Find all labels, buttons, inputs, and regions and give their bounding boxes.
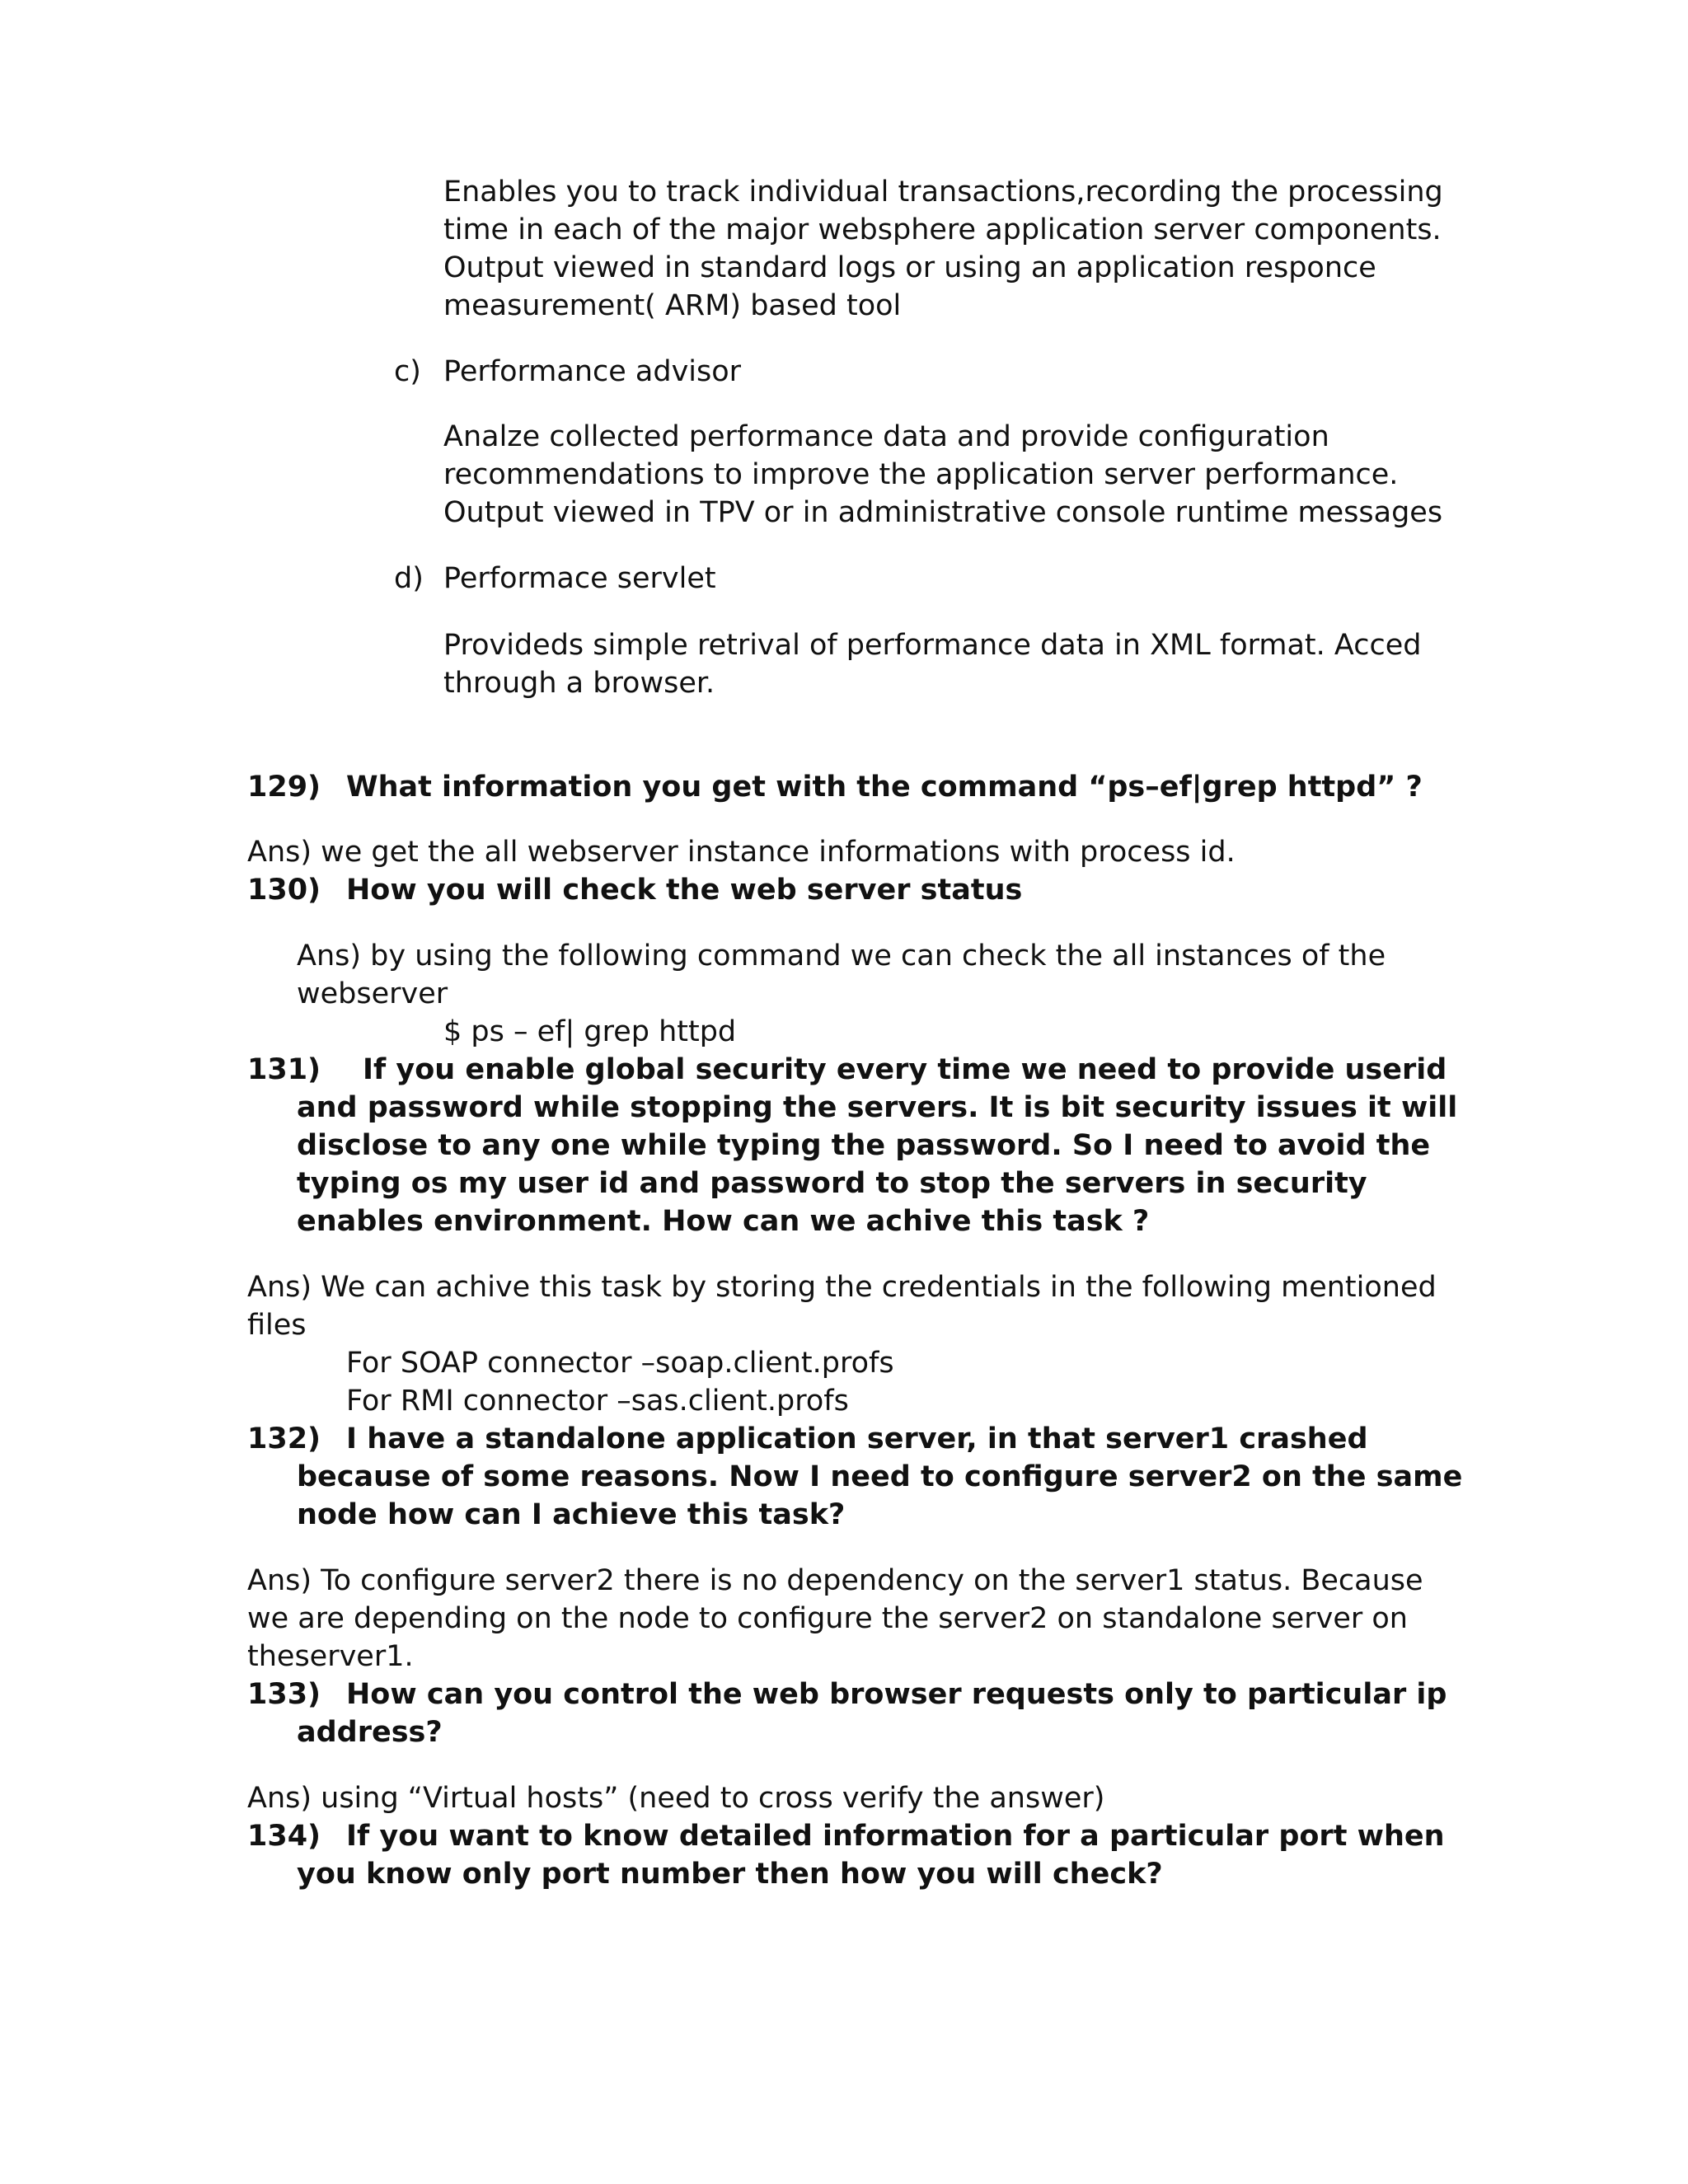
question-130 — [247, 871, 1022, 909]
question-131-line: enables environment. How can we achive this task ? — [297, 1205, 1150, 1238]
section-d-marker: d) — [394, 562, 424, 595]
section-c-marker: c) — [394, 355, 421, 388]
section-d-desc-line: Provideds simple retrival of performance data in XML format. Acced — [443, 629, 1422, 662]
answer-132-line: Ans) To configure server2 there is no dependency on the server1 status. Because — [247, 1564, 1423, 1597]
question-number: 130) — [247, 874, 321, 907]
question-number: 132) — [247, 1422, 321, 1455]
answer-132-line: we are depending on the node to configure the server2 on standalone server on — [247, 1602, 1408, 1635]
question-133-line: address? — [297, 1716, 443, 1749]
question-131-line: and password while stopping the servers. It is bit security issues it will — [297, 1091, 1458, 1124]
section-d-title: Performace servlet — [443, 562, 716, 595]
question-number: 131) — [247, 1053, 321, 1086]
answer-131-file: For SOAP connector –soap.client.profs — [346, 1347, 894, 1380]
question-text: If you want to know detailed information for a particular port when — [346, 1820, 1445, 1853]
section-c-desc-line: recommendations to improve the application server performance. — [443, 458, 1399, 491]
answer-131-file: For RMI connector –sas.client.profs — [346, 1385, 849, 1418]
question-text: If you enable global security every time we need to provide userid — [363, 1053, 1447, 1086]
question-131-line: disclose to any one while typing the password. So I need to avoid the — [297, 1129, 1431, 1162]
question-134-line: you know only port number then how you will check? — [297, 1858, 1163, 1891]
section-b-desc-line: time in each of the major websphere application server components. — [443, 213, 1442, 246]
section-b-desc-line: measurement( ARM) based tool — [443, 289, 902, 322]
section-c-desc-line: Analze collected performance data and provide configuration — [443, 420, 1329, 453]
answer-132-line: theserver1. — [247, 1640, 414, 1673]
answer-133: Ans) using “Virtual hosts” (need to cross verify the answer) — [247, 1782, 1105, 1815]
question-131-line: typing os my user id and password to stop the servers in security — [297, 1167, 1367, 1200]
answer-131-line: Ans) We can achive this task by storing the credentials in the following mentioned — [247, 1271, 1437, 1304]
question-number: 133) — [247, 1678, 321, 1711]
section-c-title: Performance advisor — [443, 355, 742, 388]
section-b-desc-line: Output viewed in standard logs or using an application responce — [443, 251, 1376, 284]
section-c-desc-line: Output viewed in TPV or in administrative console runtime messages — [443, 496, 1443, 529]
answer-131-line: files — [247, 1309, 307, 1342]
section-b-desc-line: Enables you to track individual transactions,recording the processing — [443, 176, 1443, 209]
question-132-line: because of some reasons. Now I need to configure server2 on the same — [297, 1460, 1463, 1493]
answer-129: Ans) we get the all webserver instance informations with process id. — [247, 836, 1236, 869]
answer-130-line: Ans) by using the following command we can check the all instances of the — [297, 940, 1386, 972]
question-text: How can you control the web browser requests only to particular ip — [346, 1678, 1447, 1711]
question-text: I have a standalone application server, in that server1 crashed — [346, 1422, 1368, 1455]
question-132-line: node how can I achieve this task? — [297, 1498, 846, 1531]
question-134 — [247, 1817, 1445, 1855]
answer-130-line: webserver — [297, 977, 448, 1010]
question-text: How you will check the web server status — [346, 874, 1023, 907]
question-text: What information you get with the command “ps–ef|grep httpd” ? — [346, 771, 1423, 804]
question-number: 134) — [247, 1820, 321, 1853]
question-133 — [247, 1675, 1447, 1713]
question-129 — [247, 768, 1423, 806]
answer-130-command: $ ps – ef| grep httpd — [443, 1015, 737, 1048]
question-131 — [247, 1051, 1447, 1089]
question-number: 129) — [247, 771, 321, 804]
question-132 — [247, 1420, 1368, 1458]
section-d-desc-line: through a browser. — [443, 667, 715, 700]
